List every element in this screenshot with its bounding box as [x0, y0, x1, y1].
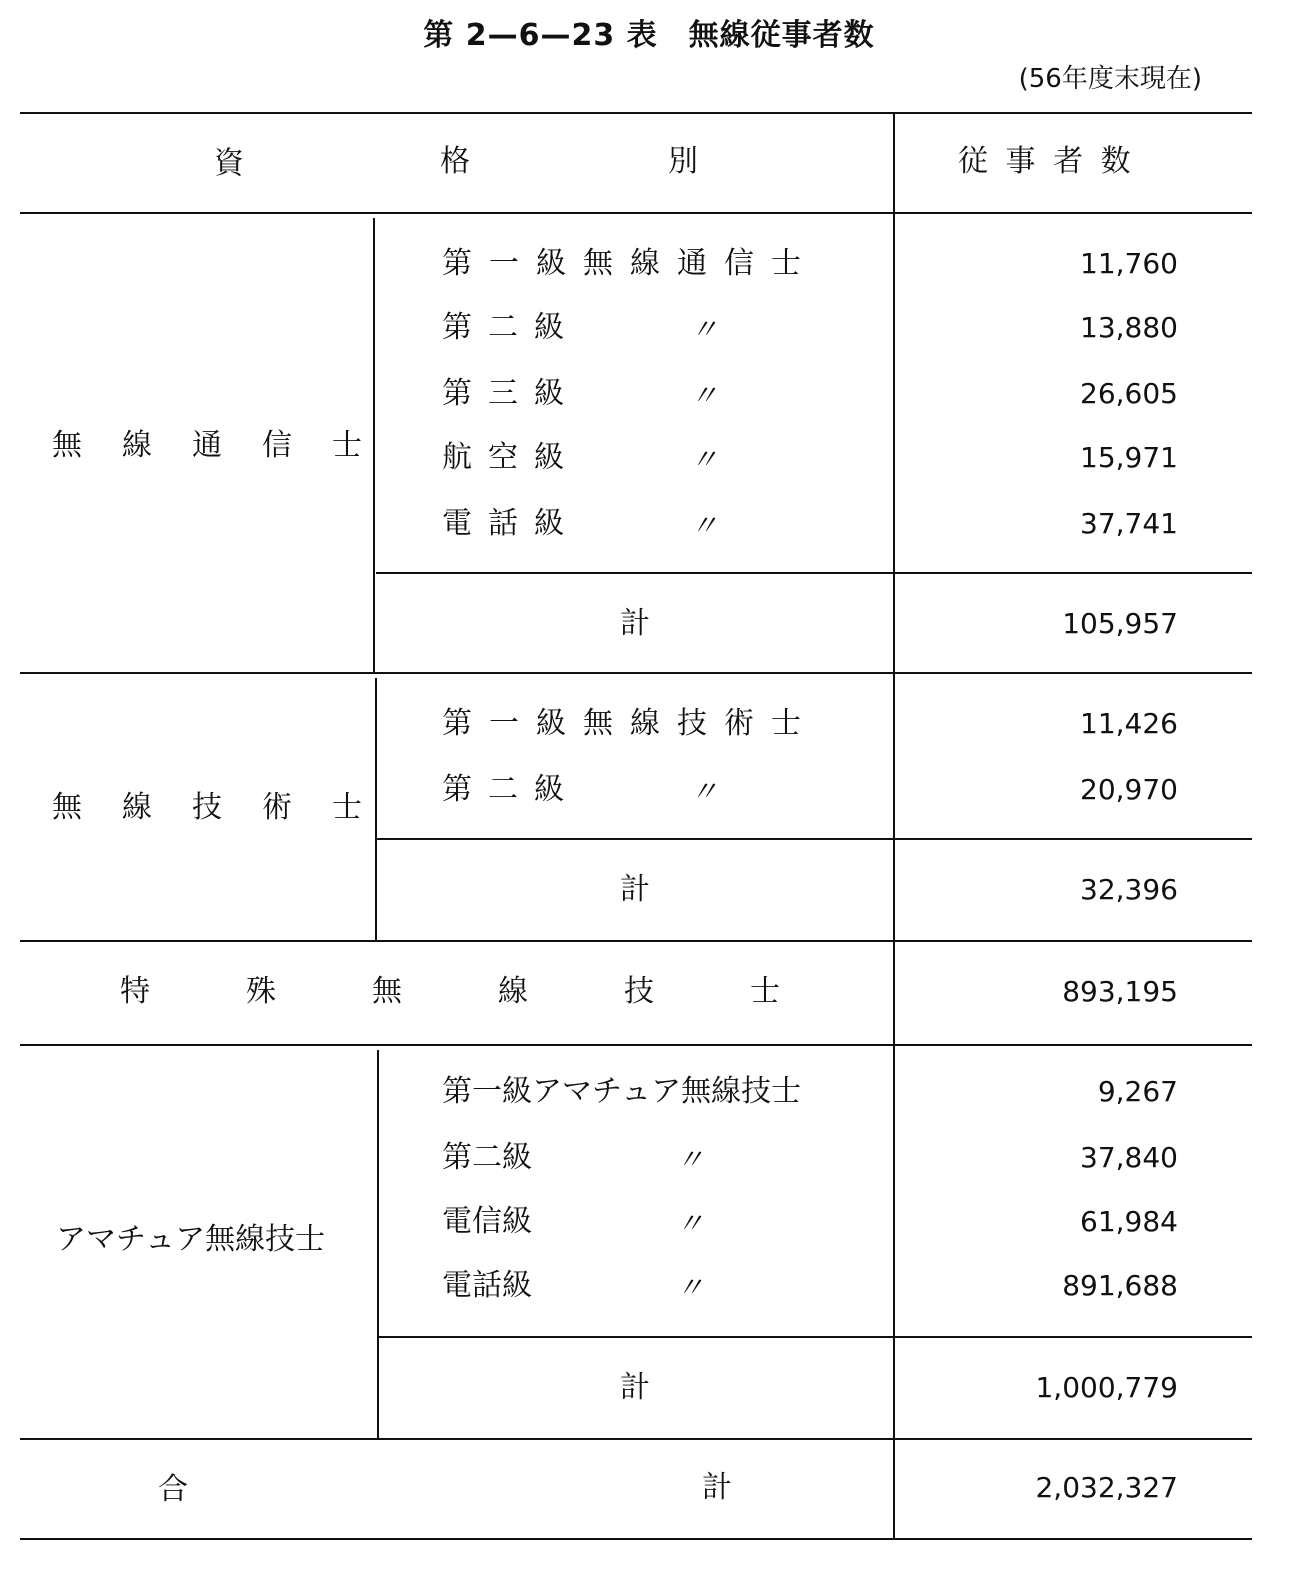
- rule-amateur-bottom: [20, 1438, 1252, 1440]
- header-qual-char-1: 資: [214, 146, 244, 181]
- comm-row-5-ditto: 〃: [690, 509, 719, 542]
- rule-top: [20, 112, 1252, 114]
- comm-row-5-label: 電話級: [442, 506, 580, 541]
- header-qual-char-3: 別: [668, 144, 698, 179]
- rule-amateur-subtotal: [378, 1336, 1252, 1338]
- comm-total-value: 105,957: [1062, 607, 1178, 640]
- amateur-row-1-label: 第一級アマチュア無線技士: [442, 1074, 802, 1109]
- amateur-row-2-ditto: 〃: [676, 1143, 705, 1176]
- comm-row-2-label: 第二級: [442, 310, 580, 345]
- header-count: 従 事 者 数: [958, 144, 1135, 179]
- comm-total-label: 計: [620, 606, 650, 641]
- rule-special-bottom: [20, 1044, 1252, 1046]
- amateur-row-4-label: 電話級: [442, 1268, 532, 1303]
- comm-row-5-value: 37,741: [1080, 507, 1178, 540]
- amateur-row-2-value: 37,840: [1080, 1141, 1178, 1174]
- comm-row-3-ditto: 〃: [690, 379, 719, 412]
- amateur-total-label: 計: [620, 1370, 650, 1405]
- comm-row-4-ditto: 〃: [690, 443, 719, 476]
- comm-row-2-ditto: 〃: [690, 313, 719, 346]
- amateur-row-2-label: 第二級: [442, 1140, 532, 1175]
- amateur-row-3-value: 61,984: [1080, 1205, 1178, 1238]
- tech-row-1-label: 第一級無線技術士: [442, 706, 818, 741]
- grand-total-label-b: 計: [702, 1470, 732, 1505]
- amateur-total-value: 1,000,779: [1035, 1371, 1178, 1404]
- tech-total-label: 計: [620, 872, 650, 907]
- table-title: 第 2—6—23 表 無線従事者数: [423, 18, 875, 53]
- rule-bottom: [20, 1538, 1252, 1540]
- comm-row-3-label: 第三級: [442, 376, 580, 411]
- amateur-row-4-value: 891,688: [1062, 1269, 1178, 1302]
- group-amateur-name: アマチュア無線技士: [56, 1222, 326, 1257]
- tech-row-2-value: 20,970: [1080, 773, 1178, 806]
- date-note: (56年度末現在): [1018, 64, 1202, 94]
- header-qual-char-2: 格: [440, 144, 470, 179]
- comm-row-3-value: 26,605: [1080, 377, 1178, 410]
- rule-header-bottom: [20, 212, 1252, 214]
- tech-row-2-label: 第二級: [442, 772, 580, 807]
- group-tech-name: 無線技術士: [52, 790, 402, 825]
- amateur-row-3-label: 電信級: [442, 1204, 532, 1239]
- rule-tech-subtotal: [376, 838, 1252, 840]
- comm-row-4-value: 15,971: [1080, 441, 1178, 474]
- tech-row-1-value: 11,426: [1080, 707, 1178, 740]
- col-divider-amateur: [377, 1050, 379, 1438]
- rule-comm-subtotal: [376, 572, 1252, 574]
- amateur-row-4-ditto: 〃: [676, 1271, 705, 1304]
- amateur-row-1-value: 9,267: [1097, 1075, 1178, 1108]
- tech-row-2-ditto: 〃: [690, 775, 719, 808]
- special-value: 893,195: [1062, 975, 1178, 1008]
- group-comm-name: 無線通信士: [52, 428, 402, 463]
- grand-total-label-a: 合: [158, 1472, 188, 1507]
- comm-row-1-label: 第一級無線通信士: [442, 246, 818, 281]
- group-special-name: 特殊無線技士: [120, 974, 876, 1009]
- rule-comm-bottom: [20, 672, 1252, 674]
- comm-row-1-value: 11,760: [1080, 247, 1178, 280]
- tech-total-value: 32,396: [1080, 873, 1178, 906]
- comm-row-2-value: 13,880: [1080, 311, 1178, 344]
- col-divider-count: [893, 112, 895, 1538]
- grand-total-value: 2,032,327: [1035, 1471, 1178, 1504]
- amateur-row-3-ditto: 〃: [676, 1207, 705, 1240]
- rule-tech-bottom: [20, 940, 1252, 942]
- comm-row-4-label: 航空級: [442, 440, 580, 475]
